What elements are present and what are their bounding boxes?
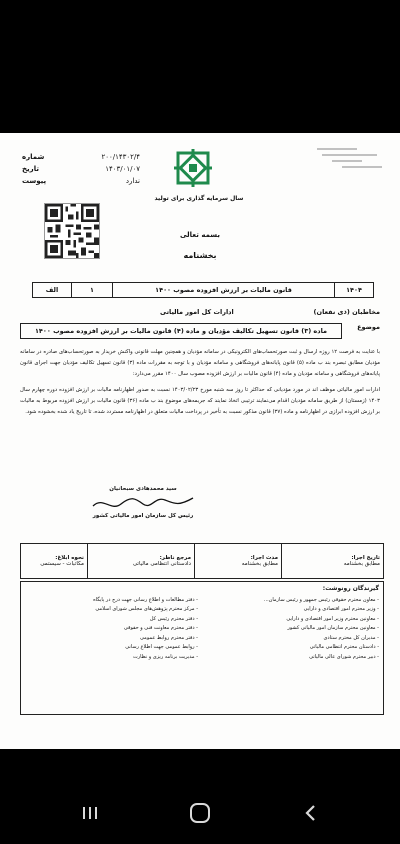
reference-row [32,282,374,298]
ref-col3: ۱ [71,283,112,297]
back-button[interactable] [290,796,330,830]
ref-col1: ۱۴۰۴ [334,283,373,297]
list-item: - معاونین محترم سازمان امور مالیاتی کشور [287,625,379,631]
attachment-value: ندارد [125,177,140,185]
attachment-label: پیوست [22,177,47,185]
recipients-left-column [21,596,202,663]
addressee-row [20,308,380,316]
notify-value: مکاتبات - سیستمی [40,561,84,567]
list-item: - دفتر محترم روابط عمومی [140,634,198,641]
validity-value: مطابق بخشنامه [241,561,278,567]
recents-icon [81,805,99,821]
home-icon [189,802,211,824]
effective-value: مطابق بخشنامه [343,561,380,567]
body-paragraph-2: ادارات امور مالیاتی موظف اند در مورد مؤدیانی که حداکثر تا روز سه شنبه مورخ ۱۴۰۳/۰۲/۲۳ نسبت به صدور اظهارنامه مالیات بر ارزش افزوده دوره چهارم سال ۱۴۰۳ (زمستان) از طریق سامانه مؤدیان اقدام می‌نمایند ترتیبی اتخاذ نمایند که جریمه‌های موضوع بند ب ماده (۳۶) قانون مالیات بر ارزش افزوده مربوط به مالیات بر ارزش افزوده ابرازی در اظهارنامه و ماده (۳۷) قانون مذکور نسبت به تأخیر در پرداخت مالیات متعلق در اظهارنامه مستردد شده، تا تاریخ یاد شده بخشوده شود. [20,387,381,415]
list-item: - دادستان محترم انتظامی مالیاتی [309,644,379,650]
execution-table [20,543,384,579]
number-label: شماره [22,153,45,161]
validity-cell [194,544,281,578]
subject-label: موضوع [357,323,380,331]
effective-label: تاریخ اجرا: [351,555,380,561]
signature-icon [88,494,198,512]
list-item: - مرکز محترم پژوهش‌های مجلس شورای اسلامی [95,606,198,612]
navigation-bar [0,784,400,844]
notify-cell [21,544,87,578]
date-label: تاریخ [22,165,39,173]
validity-label: مدت اجرا: [250,555,278,561]
addressee-value: ادارات کل امور مالیاتی [160,308,234,316]
doc-header-info [22,151,140,187]
list-item: - دفتر محترم معاونت فنی و حقوقی [123,625,198,631]
ref-col2: قانون مالیات بر ارزش افزوده مصوب ۱۴۰۰ [112,283,334,297]
header-tagline: سال سرمایه گذاری برای تولید [154,195,244,202]
recipients-right-column [202,596,383,663]
recents-button[interactable] [70,796,110,830]
list-item: - روابط عمومی جهت اطلاع رسانی [125,644,198,650]
number-value: ۲۰۰/۱۴۳۰۲/۴ [101,153,140,161]
list-item: - مدیریت برنامه ریزی و نظارت [133,653,198,660]
home-button[interactable] [180,796,220,830]
document-title: بخشنامه [183,251,217,260]
signer-name: سید محمدهادی سبحانیان [109,486,177,492]
list-item: - دفتر مطالعات و اطلاع رسانی جهت درج در پایگاه [93,596,198,603]
list-item: - معاون محترم حقوقی رئیس جمهور و رئیس سازمان... [263,596,379,603]
list-item: - معاونین محترم وزیر امور اقتصادی و دارایی [286,615,379,622]
signer-title: رئیس کل سازمان امور مالیاتی کشور [92,513,194,519]
body-paragraph-1: با عنایت به فرصت ۱۲ روزه ارسال و ثبت صورتحساب‌های الکترونیکی در سامانه مؤدیان و همچنین مهلت قانونی واکنش خریدار به صورتحساب‌های صادره در سامانه مؤدیان مطابق تبصره بند ب ماده (۵) قانون پایانه‌های فروشگاهی و سامانه مؤدیان و با توجه به مقررات ماده (۳) قانون تسهیل تکالیف مؤدیان جهت اجرای قانون پایانه‌های فروشگاهی و سامانه مؤدیان و ماده (۴) قانون مالیات بر ارزش افزوده مصوب سال ۱۴۰۰ مقرر می‌دارد: [20,349,381,377]
reference-label: مرجع ناظر: [159,555,191,561]
document-page [0,133,400,749]
notify-label: نحوه ابلاغ: [55,555,84,561]
back-icon [303,804,317,822]
reference-cell [87,544,194,578]
signature-block [78,485,208,521]
reference-value: دادستانی انتظامی مالیاتی [132,561,191,567]
list-item: - مدیران کل محترم ستادی [323,634,379,641]
bismillah: بسمه تعالی [179,231,221,239]
list-item: - وزیر محترم امور اقتصادی و دارایی [303,606,379,612]
faded-stamp-icon [312,141,392,175]
recipients-box [20,581,384,715]
ref-col4: الف [45,286,59,294]
recipients-title: گیرندگان رونوشت: [322,585,379,592]
list-item: - دفتر محترم رئیس کل [149,615,198,622]
document-body [20,347,380,423]
addressee-label: مخاطبان (ذی نفعان) [313,308,380,316]
date-value: ۱۴۰۳/۰۱/۰۷ [105,165,140,173]
effective-date-cell [281,544,383,578]
list-item: - دبیر محترم شورای عالی مالیاتی [309,653,379,660]
tax-organization-logo [170,145,216,191]
subject-value: ماده (۳) قانون تسهیل تکالیف مؤدیان و ماده (۴) قانون مالیات بر ارزش افزوده مصوب ۱۴۰۰ [20,323,342,339]
subject-row [20,323,380,339]
